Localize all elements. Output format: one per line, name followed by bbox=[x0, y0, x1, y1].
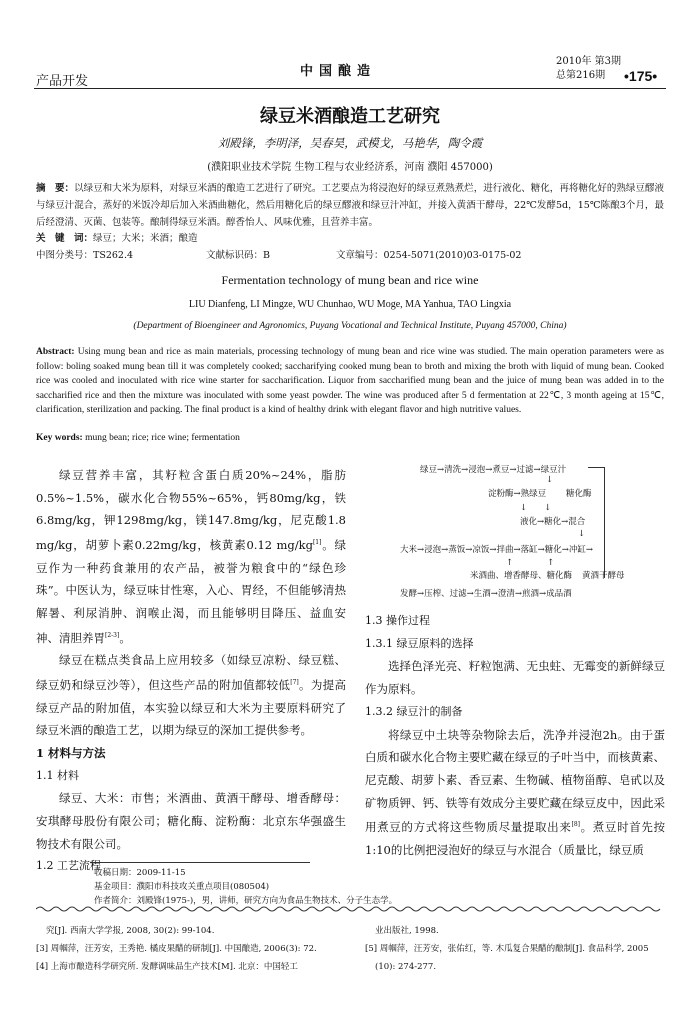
abstract-text: 以绿豆和大米为原料，对绿豆米酒的酿造工艺进行了研究。工艺要点为将浸泡好的绿豆煮熟煮烂，进行液化、糖化，再将糖化好的熟绿豆醪液与绿豆汁混合，蒸好的米饭冷却后加入米酒曲糖化，然后用糖化后的绿豆醪液和绿豆汁冲缸，并接入黄酒干酵母，22℃发酵5d，15℃陈酿3个月，最后经澄清、灭菌、包装等。酿制得绿豆米酒。醇香怡人、风味优雅，且营养丰富。 bbox=[36, 183, 664, 228]
body-left-column bbox=[36, 464, 346, 878]
paragraph: 绿豆、大米：市售；米酒曲、黄酒干酵母、增香酵母：安琪酵母股份有限公司；糖化酶、淀粉酶：北京东华强盛生物技术有限公司。 bbox=[36, 791, 346, 851]
page-number: •175• bbox=[624, 68, 658, 84]
section-heading: 1 材料与方法 bbox=[36, 745, 106, 760]
footnote-rule bbox=[90, 862, 310, 863]
abstract-label: 摘 要： bbox=[36, 183, 75, 194]
english-abstract bbox=[36, 345, 664, 418]
english-keywords bbox=[36, 433, 240, 443]
subsection-heading: 1.3 操作过程 bbox=[365, 614, 430, 627]
references-left bbox=[36, 922, 341, 976]
citation: [7] bbox=[290, 678, 299, 686]
section-label: 产品开发 bbox=[36, 74, 89, 89]
subsection-heading: 1.3.2 绿豆汁的制备 bbox=[365, 704, 463, 718]
body-right-column bbox=[365, 610, 665, 862]
reference-item: [4] 上海市酿造科学研究所. 发酵调味品生产技术[M]. 北京：中国轻工 bbox=[36, 962, 298, 972]
classification-row bbox=[36, 247, 664, 261]
flow-row: 发酵→压榨、过滤→生酒→澄清→煎酒→成品酒 bbox=[400, 589, 572, 599]
flow-arrow: ↑ ↑ bbox=[506, 558, 555, 568]
flow-row: 黄酒干酵母 bbox=[582, 571, 625, 581]
flow-row: 绿豆→清洗→浸泡→煮豆→过滤→绿豆汁 bbox=[420, 465, 567, 475]
abstract-zh bbox=[36, 180, 664, 231]
flow-arrow: ↓ ↓ bbox=[520, 503, 552, 513]
keywords-text: 绿豆；大米；米酒；酿造 bbox=[93, 233, 198, 244]
affiliation: (濮阳职业技术学院 生物工程与农业经济系，河南 濮阳 457000) bbox=[207, 162, 493, 173]
document-code: 文献标识码：B bbox=[206, 250, 270, 261]
flow-arrow: ↓ bbox=[546, 475, 554, 485]
english-abstract-text: Using mung bean and rice as main materials, processing technology of mung bean and rice wine was studied. The main operation parameters were as follow: boling soaked mung bean till it was completely cooked; saccharifying cooked mung bean to broth and mixing the broth with liquid of mung bean. Cooked rice was cooled and inoculated with rice wine starter for saccharification. Liquor from saccharified mung bean and the juice of mung bean was added in to the saccharified rice and then the mixture was inoculated with some yeast powder. The wine was produced after 5 d fermentation at 22℃, 3 month ageing at 15℃, clarification, sterilization and packing. The final product is a kind of healthy drink with elegant flavor and high nutritive values. bbox=[36, 347, 665, 416]
subsection-heading: 1.3.1 绿豆原料的选择 bbox=[365, 636, 474, 650]
footnote-author-bio: 作者简介：刘殿锋(1975-)，男，讲师，研究方向为食品生物技术、分子生态学。 bbox=[94, 896, 398, 906]
wavy-divider bbox=[36, 905, 664, 913]
footnote-fund: 基金项目：濮阳市科技攻关重点项目(080504) bbox=[94, 882, 270, 892]
author-list: 刘殿锋，李明泽，吴春昊，武模戈，马艳华，陶令霞 bbox=[217, 136, 483, 150]
references-right bbox=[365, 922, 665, 976]
keywords-label: 关 键 词： bbox=[36, 233, 94, 244]
flow-row: 米酒曲、增香酵母、糖化酶 bbox=[470, 571, 573, 581]
citation: [1] bbox=[312, 539, 322, 547]
reference-item: [5] 周帼萍，汪芳安，张佑红，等. 木瓜复合果醋的酿制[J]. 食品科学, 2005 bbox=[365, 944, 649, 954]
keywords-zh bbox=[36, 230, 198, 244]
flow-row: 大米→浸泡→蒸饭→凉饭→拌曲→落缸→糖化→冲缸→ bbox=[400, 545, 593, 555]
issue-info bbox=[556, 55, 621, 83]
english-keywords-label: Key words: bbox=[36, 433, 83, 443]
paragraph: 绿豆在糕点类食品上应用较多（如绿豆凉粉、绿豆糕、绿豆奶和绿豆沙等），但这些产品的附加值都较低[7]。为提高绿豆产品的附加值，本实验以绿豆和大米为主要原料研究了绿豆米酒的酿造工艺，以期为绿豆的深加工提供参考。 bbox=[36, 653, 347, 738]
flow-row: 糖化酶 bbox=[566, 489, 592, 499]
journal-name: 中国酿造 bbox=[300, 64, 377, 79]
english-keywords-text: mung bean; rice; rice wine; fermentation bbox=[85, 433, 240, 443]
issue-number: 2010年 第3期 bbox=[556, 56, 621, 67]
paragraph: 绿豆营养丰富，其籽粒含蛋白质20%~24%，脂肪0.5%~1.5%，碳水化合物55%~65%，钙80mg/kg，铁6.8mg/kg，钾1298mg/kg，镁147.8mg/kg，尼克酸1.8 mg/kg，胡萝卜素0.22mg/kg，核黄素0.12 mg/kg[1]。绿豆作为一种药食兼用的农产品，被誉为粮食中的“绿色珍珠”。中医认为，绿豆味甘性寒，入心、胃经，不但能够清热解暑、利尿消肿、润喉止渴，而且能够明目降压、益血安神、清胆养胃[2-3]。 bbox=[36, 468, 346, 645]
reference-item: 究[J]. 西南大学学报, 2008, 30(2): 99-104. bbox=[46, 926, 215, 936]
flow-arrow: ↓ bbox=[578, 529, 586, 539]
flow-row: 淀粉酶→熟绿豆 bbox=[488, 489, 547, 499]
process-flow-diagram bbox=[370, 463, 666, 603]
article-number: 文章编号：0254-5071(2010)03-0175-02 bbox=[336, 250, 522, 261]
paragraph: 将绿豆中土块等杂物除去后，洗净并浸泡2h。由于蛋白质和碳水化合物主要贮藏在绿豆的子叶当中，而核黄素、尼克酸、胡萝卜素、香豆素、生物碱、植物甾醇、皂甙以及矿物质钾、钙、铁等有效成分主要贮藏在绿豆皮中，因此采用煮豆的方式将这些物质尽量提取出来[8]。煮豆时首先按1:10的比例把浸泡好的绿豆与水混合（质量比，绿豆质 bbox=[365, 727, 666, 857]
citation: [8] bbox=[571, 821, 580, 829]
citation: [2-3] bbox=[105, 631, 120, 639]
english-affiliation: (Department of Bioengineer and Agronomics, Puyang Vocational and Technical Institute, Puyang 457000, China) bbox=[133, 321, 567, 331]
total-issue: 总第216期 bbox=[556, 70, 606, 81]
clc-number: 中图分类号：TS262.4 bbox=[36, 250, 134, 261]
flow-row: 液化→糖化→混合 bbox=[520, 517, 586, 527]
english-title: Fermentation technology of mung bean and rice wine bbox=[221, 273, 479, 287]
reference-item: [3] 周帼萍，汪芳安，王秀艳. 橘皮果醋的研制[J]. 中国酿造, 2006(3): 72. bbox=[36, 944, 317, 954]
reference-item: 业出版社, 1998. bbox=[375, 926, 439, 936]
header-rule bbox=[34, 88, 666, 89]
paragraph: 选择色泽光亮、籽粒饱满、无虫蛀、无霉变的新鲜绿豆作为原料。 bbox=[365, 659, 665, 697]
english-authors: LIU Dianfeng, LI Mingze, WU Chunhao, WU Moge, MA Yanhua, TAO Lingxia bbox=[188, 299, 512, 310]
subsection-heading: 1.2 工艺流程 bbox=[36, 859, 101, 873]
flow-connector bbox=[588, 467, 605, 578]
footnote-received: 收稿日期：2009-11-15 bbox=[94, 868, 186, 878]
english-abstract-label: Abstract: bbox=[36, 347, 75, 357]
subsection-heading: 1.1 材料 bbox=[36, 768, 79, 782]
paper-title: 绿豆米酒酿造工艺研究 bbox=[260, 106, 440, 127]
reference-item: (10): 274-277. bbox=[375, 962, 437, 972]
